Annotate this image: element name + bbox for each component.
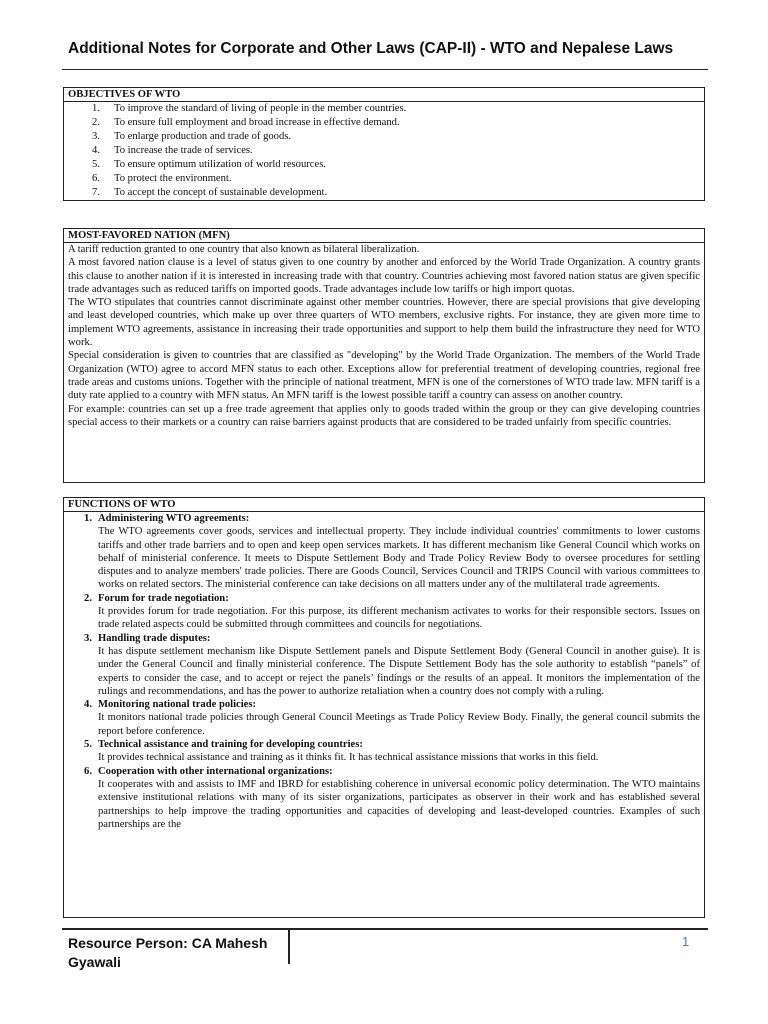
function-text: It monitors national trade policies through General Council Meetings as Trade Policy Review Body. Finally, the general council submits the report before conference. xyxy=(98,712,700,737)
function-title: Monitoring national trade policies: xyxy=(98,699,257,711)
function-title: Cooperation with other international organizations: xyxy=(98,765,333,777)
mfn-paragraph: A most favored nation clause is a level of status given to one country by another and enforced by the World Trade Organization. A country grants this clause to another nation if it is interested in increasing trade with that country. Countries achieving most favored nation status are given specific trade advantages such as reduced tariffs on imported goods. Trade advantages include low tariffs or high import quotas. xyxy=(68,257,700,295)
function-title: Administering WTO agreements: xyxy=(98,513,250,524)
page-number: 1 xyxy=(682,934,690,949)
footer-resource-person: Resource Person: CA Mahesh Gyawali xyxy=(68,935,268,970)
mfn-box xyxy=(63,228,705,483)
list-item: 1. Administering WTO agreements: The WTO agreements cover goods, services and intellectual property. They include individual countries' commitments to lower customs tariffs and other trade barriers and to open and keep open services markets. It has different mechanism like General Council which works on behalf of ministerial conference. It meets to Dispute Settlement Body and Trade Policy Review Body to oversee procedures for settling disputes and to analyze members' trade policies. There are Goods Council, Services Council and TRIPS Council with various committees to works on related sectors. The ministerial conference can take decisions on all matters under any of the multilateral trade agreements. xyxy=(84,513,700,591)
mfn-title: MOST-FAVORED NATION (MFN) xyxy=(64,229,704,243)
list-item: 1. To improve the standard of living of people in the member countries. xyxy=(92,103,407,114)
header-divider xyxy=(62,69,708,70)
function-text: It has dispute settlement mechanism like Dispute Settlement panels and Dispute Settlement Body (General Council in another guise). It is under the General Council and finally ministerial conference. The Dispute Settlement Body has the sole authority to establish “panels” of experts to consider the case, and to accept or reject the panels’ findings or the results of an appeal. It monitors the implementation of the rulings and recommendations, and has the power to authorize retaliation when a country does not comply with a ruling. xyxy=(98,645,700,697)
functions-title: FUNCTIONS OF WTO xyxy=(64,498,704,512)
list-item: 4. To increase the trade of services. xyxy=(92,145,253,156)
functions-list xyxy=(64,512,704,831)
function-title: Handling trade disputes: xyxy=(98,632,211,644)
mfn-paragraph: For example: countries can set up a free trade agreement that applies only to goods traded within the group or they can give developing countries special access to their markets or a country can raise barriers against products that are considered to be traded unfairly from specific countries. xyxy=(68,403,700,428)
list-item: 5. To ensure optimum utilization of world resources. xyxy=(92,159,326,170)
list-item: 3. To enlarge production and trade of goods. xyxy=(92,131,292,142)
footer-vertical-divider xyxy=(288,928,290,964)
list-item: 4. Monitoring national trade policies: It monitors national trade policies through General Council Meetings as Trade Policy Review Body. Finally, the general council submits the report before conference. xyxy=(84,699,700,737)
function-title: Forum for trade negotiation: xyxy=(98,592,229,604)
list-item: 2. To ensure full employment and broad increase in effective demand. xyxy=(92,117,400,128)
objectives-title: OBJECTIVES OF WTO xyxy=(64,88,704,102)
list-item: 2. Forum for trade negotiation: It provides forum for trade negotiation. For this purpose, its different mechanism activates to works for their responsible sectors. Issues on trade related aspects could be submitted through committees and councils for negotiations. xyxy=(84,592,700,631)
function-text: It provides forum for trade negotiation. For this purpose, its different mechanism activates to works for their responsible sectors. Issues on trade related aspects could be submitted through committees and councils for negotiations. xyxy=(98,606,700,631)
function-title: Technical assistance and training for developing countries: xyxy=(98,739,363,751)
objectives-box xyxy=(63,87,705,201)
list-item: 6. Cooperation with other international organizations: It cooperates with and assists to IMF and IBRD for establishing coherence in universal economic policy determination. The WTO maintains extensive institutional relations with many of its sister organizations, participates as observer in their work and has established several partnerships to help improve the trading opportunities and capacities of developing and least-developed countries. Examples of such partnerships are the xyxy=(84,765,700,830)
list-item: 3. Handling trade disputes: It has dispute settlement mechanism like Dispute Settlement panels and Dispute Settlement Body (General Council in another guise). It is under the General Council and finally ministerial conference. The Dispute Settlement Body has the sole authority to establish “panels” of experts to consider the case, and to accept or reject the panels’ findings or the results of an appeal. It monitors the implementation of the rulings and recommendations, and has the power to authorize retaliation when a country does not comply with a ruling. xyxy=(84,632,700,697)
function-text: The WTO agreements cover goods, services and intellectual property. They include individual countries' commitments to lower customs tariffs and other trade barriers and to open and keep open services markets. It has different mechanism like General Council which works on behalf of ministerial conference. It meets to Dispute Settlement Body and Trade Policy Review Body to oversee procedures for settling disputes and to analyze members' trade policies. There are Goods Council, Services Council and TRIPS Council with various committees to works on related sectors. The ministerial conference can take decisions on all matters under any of the multilateral trade agreements. xyxy=(98,526,700,591)
function-text: It cooperates with and assists to IMF and IBRD for establishing coherence in universal economic policy determination. The WTO maintains extensive institutional relations with many of its sister organizations, participates as observer in their work and has established several partnerships to help improve the trading opportunities and capacities of developing and least-developed countries. Examples of such partnerships are the xyxy=(98,778,700,830)
mfn-paragraph: Special consideration is given to countries that are classified as "developing" by the World Trade Organization. The members of the World Trade Organization (WTO) agree to accord MFN status to each other. Exceptions allow for preferential treatment of developing countries, regional free trade areas and customs unions. Together with the principle of national treatment, MFN is one of the cornerstones of WTO trade law. MFN tariff is a duty rate applied to a country with MFN status. An MFN tariff is the lowest possible tariff a country can assess on another country. xyxy=(68,350,700,402)
functions-box xyxy=(63,497,705,918)
function-text: It provides technical assistance and training as it thinks fit. It has technical assistance missions that works in this field. xyxy=(98,752,599,764)
list-item: 7. To accept the concept of sustainable development. xyxy=(92,187,328,198)
list-item: 5. Technical assistance and training for developing countries: It provides technical assistance and training as it thinks fit. It has technical assistance missions that works in this field. xyxy=(64,738,704,765)
mfn-paragraph: A tariff reduction granted to one country that also known as bilateral liberalization. xyxy=(68,244,420,255)
mfn-paragraph: The WTO stipulates that countries cannot discriminate against other member countries. However, there are special provisions that give developing and least developed countries, which make up over three quarters of WTO members, exclusive rights. For instance, they are given more time to implement WTO agreements, assistance in increasing their trade opportunities and support to help them build the infrastructure they need for WTO work. xyxy=(68,297,700,349)
mfn-body xyxy=(64,243,704,429)
list-item: 6. To protect the environment. xyxy=(92,173,232,184)
objectives-list xyxy=(64,102,704,200)
footer-divider xyxy=(62,928,708,930)
page-header-title: Additional Notes for Corporate and Other Laws (CAP-II) - WTO and Nepalese Laws xyxy=(68,40,674,57)
